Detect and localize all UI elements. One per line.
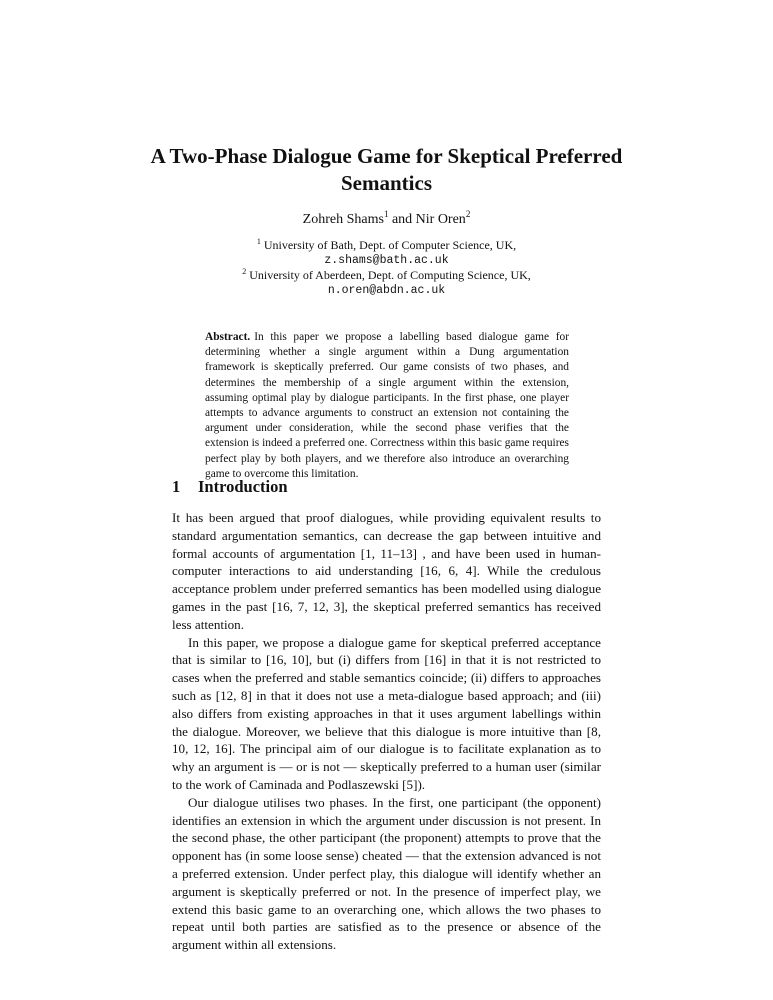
body-paragraph: In this paper, we propose a dialogue game for skeptical preferred acceptance that is similar to [16, 10], but (i) differs from [16] in that it is not restricted to cases when the preferred and stable semantics coincide; (ii) differs to approaches such as [12, 8] in that it does not use a meta-dialogue based approach; and (iii) also differs from existing approaches in that it uses argument labellings within the dialogue. Moreover, we believe that this dialogue is more intuitive than [8, 10, 12, 16]. The principal aim of our dialogue is to facilitate explanation as to why an argument is — or is not — skeptically preferred to a human user (similar to the work of Caminada and Podlaszewski [5]). bbox=[172, 634, 601, 792]
author-separator: and bbox=[391, 212, 413, 227]
affiliation-email[interactable]: n.oren@abdn.ac.uk bbox=[327, 284, 446, 297]
section-title: Introduction bbox=[198, 477, 288, 496]
affiliation-institution: University of Bath, Dept. of Computer Science, UK, bbox=[263, 238, 517, 252]
affiliation-mark: 2 bbox=[242, 267, 247, 276]
affiliation-mark: 1 bbox=[256, 237, 261, 246]
affiliation-institution: University of Aberdeen, Dept. of Computing Science, UK, bbox=[249, 268, 531, 282]
abstract-label: Abstract. bbox=[205, 331, 251, 343]
body-paragraph: It has been argued that proof dialogues, while providing equivalent results to standard argumentation semantics, can decrease the gap between intuitive and formal accounts of argumentation [1, 11–13] , and have been used in human-computer interactions to aid understanding [16, 6, 4]. While the credulous acceptance problem under preferred semantics has been modelled using dialogue games in the past [16, 7, 12, 3], the skeptical preferred semantics has received less attention. bbox=[172, 510, 601, 632]
body-paragraph: Our dialogue utilises two phases. In the first, one participant (the opponent) identifies an extension in which the argument under discussion is not present. In the second phase, the other participant (the proponent) attempts to prove that the opponent has (in some loose sense) cheated — that the extension advanced is not a preferred extension. Under perfect play, this dialogue will identify whether an argument is skeptically preferred or not. In the presence of imperfect play, we extend this basic game to an overarching one, which allows the two phases to repeat until both parties are satisfied as to the presence or absence of the argument within all extensions. bbox=[172, 794, 601, 953]
section-heading bbox=[172, 476, 288, 498]
author-name: Nir Oren bbox=[415, 212, 466, 227]
author-name: Zohreh Shams bbox=[302, 212, 384, 227]
section-number: 1 bbox=[172, 477, 181, 496]
author-affiliation-mark: 1 bbox=[383, 209, 389, 219]
author-affiliation-mark: 2 bbox=[465, 209, 471, 219]
paper-title: A Two-Phase Dialogue Game for Skeptical Preferred Semantics bbox=[150, 144, 623, 195]
affiliations bbox=[150, 238, 623, 298]
abstract-text: In this paper we propose a labelling based dialogue game for determining whether a single argument within a Dung argumentation framework is skeptically preferred. Our game consists of two phases, and determines the membership of a single argument within the extension, assuming optimal play by dialogue participants. In the first phase, one player attempts to advance arguments to construct an extension not containing the argument under consideration, while the second phase verifies that the extension is indeed a preferred one. Correctness within this basic game requires perfect play by both players, and we therefore also introduce an overarching game to overcome this limitation. bbox=[205, 331, 569, 480]
affiliation bbox=[150, 238, 623, 253]
section-body bbox=[172, 509, 601, 954]
author-line bbox=[150, 211, 623, 229]
affiliation bbox=[150, 268, 623, 283]
abstract bbox=[205, 330, 569, 482]
affiliation-email[interactable]: z.shams@bath.ac.uk bbox=[324, 254, 449, 267]
